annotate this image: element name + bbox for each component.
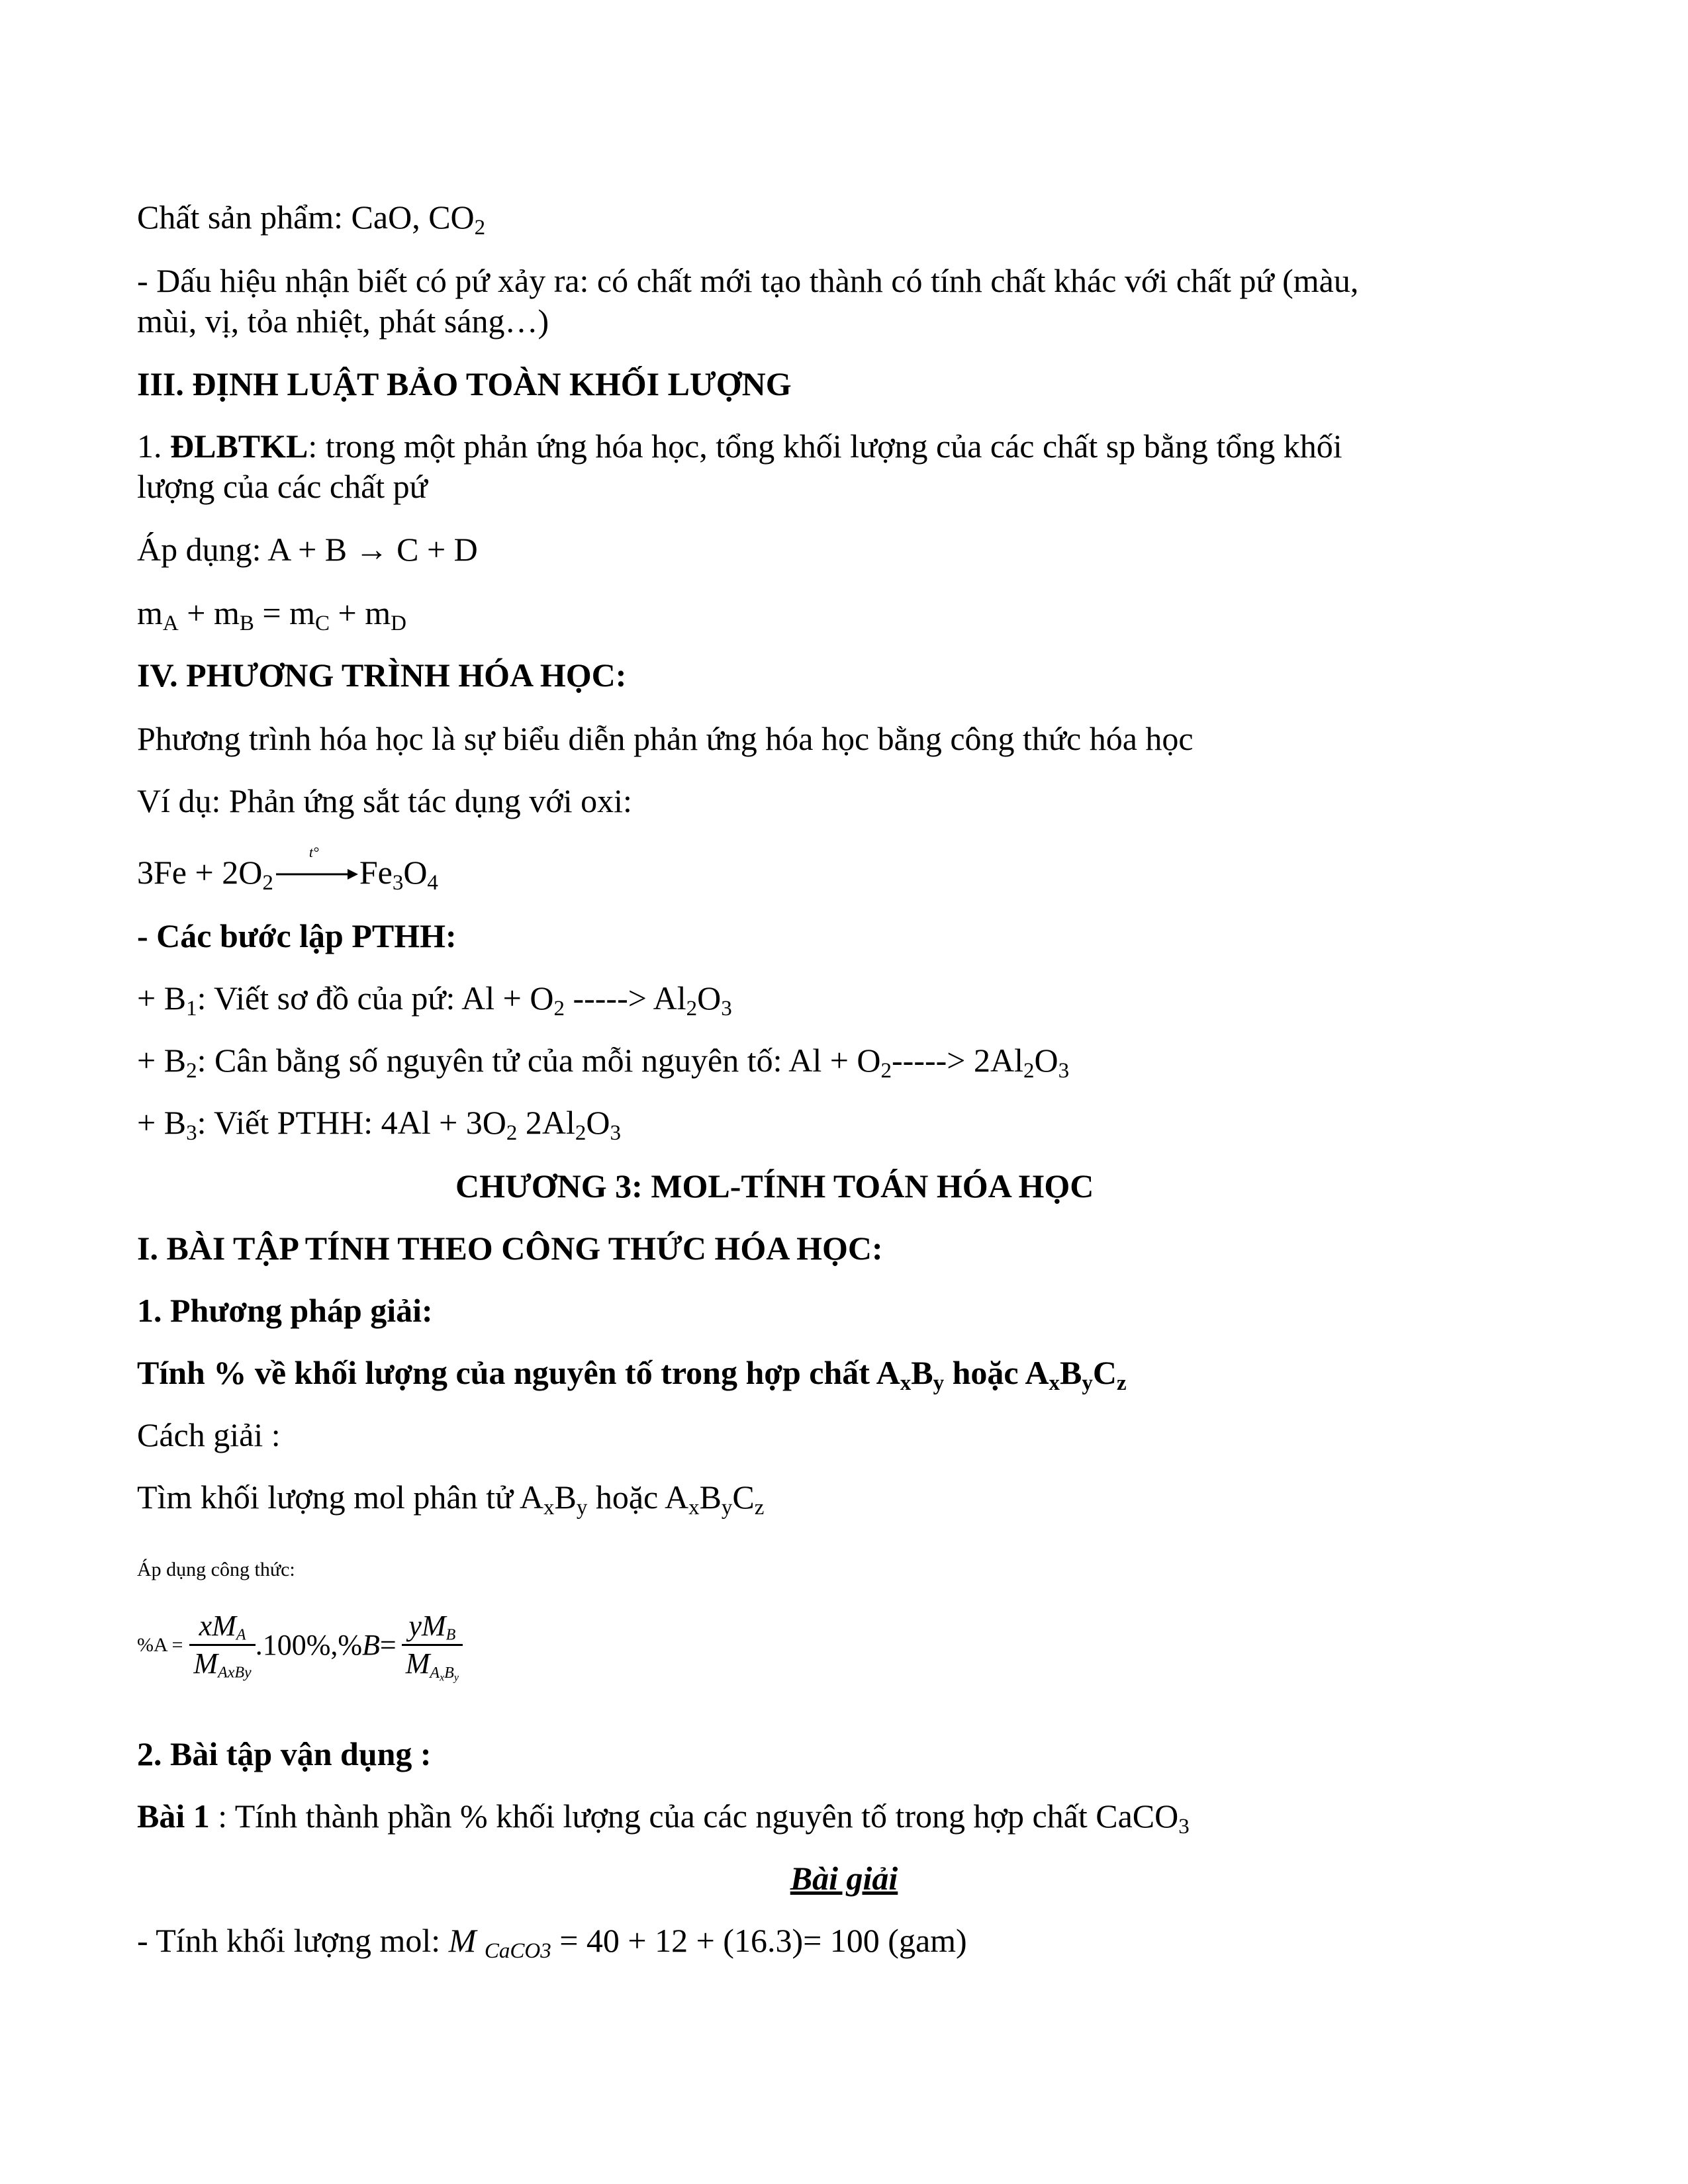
step-1 <box>137 978 732 1021</box>
exercise-1-label: Bài 1 <box>137 1797 210 1835</box>
find-x: x <box>543 1496 555 1520</box>
steps-title: - Các bước lập PTHH: <box>137 917 457 954</box>
fraction-b-den <box>402 1644 463 1682</box>
product-sub: 2 <box>474 216 486 240</box>
step-3-al2: 2 <box>575 1121 586 1146</box>
fe-reactants: 3Fe + 2O <box>137 854 263 891</box>
formula-mid: .100%,% <box>255 1628 363 1661</box>
calc-x: x <box>900 1371 912 1396</box>
step-3-text: : Viết PTHH: 4Al + 3O <box>197 1104 506 1141</box>
sign-line-2: mùi, vị, tỏa nhiệt, phát sáng…) <box>137 302 549 340</box>
solution-title: Bài giải <box>790 1860 898 1897</box>
calc-title-text: Tính % về khối lượng của nguyên tố trong hợp chất A <box>137 1354 900 1391</box>
product-line <box>137 197 486 240</box>
exercise-1-text: : Tính thành phần % khối lượng của các nguyên tố trong hợp chất CaCO <box>209 1797 1179 1835</box>
step-2-lead: + B <box>137 1042 187 1079</box>
step-1-o3: 3 <box>721 997 732 1021</box>
fraction-b-num <box>404 1608 459 1644</box>
den1: M <box>193 1647 218 1680</box>
num1: xM <box>199 1610 236 1642</box>
find-b2: B <box>699 1479 722 1516</box>
formula-eq: = <box>379 1628 397 1661</box>
mass-m-d: m <box>365 594 391 631</box>
law-number: 1. <box>137 428 162 465</box>
fe-product-o: O <box>403 854 428 891</box>
heat-arrow-icon <box>273 844 359 886</box>
step-2-o2: 2 <box>880 1059 892 1083</box>
step-3-o2: 2 <box>506 1121 518 1146</box>
apply-formula-label: Áp dụng công thức: <box>137 1559 295 1580</box>
step-3 <box>137 1103 622 1146</box>
step-1-rest: -----> Al <box>564 979 686 1017</box>
example-line: Ví dụ: Phản ứng sắt tác dụng với oxi: <box>137 782 632 819</box>
calc-c: C <box>1092 1354 1117 1391</box>
den2-sub <box>430 1664 459 1682</box>
step-3-num: 3 <box>186 1121 197 1146</box>
apply-line: Áp dụng: A + B → C + D <box>137 531 478 568</box>
step-1-num: 1 <box>186 997 197 1021</box>
chapter-3-title: CHƯƠNG 3: MOL-TÍNH TOÁN HÓA HỌC <box>455 1167 1094 1205</box>
exercise-1-sub: 3 <box>1178 1815 1190 1839</box>
formula-b: B <box>362 1628 380 1661</box>
mass-m-a: m <box>137 594 163 631</box>
den2-b: B <box>444 1664 454 1682</box>
find-y2: y <box>721 1496 733 1520</box>
section-3-title: III. ĐỊNH LUẬT BẢO TOÀN KHỐI LƯỢNG <box>137 365 792 402</box>
fe-product: Fe <box>359 854 393 891</box>
fe-sub-4: 4 <box>427 871 438 895</box>
step-2-num: 2 <box>186 1059 197 1083</box>
mass-sub-a: A <box>162 612 179 636</box>
fe-sub-3: 3 <box>392 871 404 895</box>
method-label: Cách giải : <box>137 1416 281 1453</box>
fraction-a <box>189 1608 255 1682</box>
find-z: z <box>754 1496 765 1520</box>
mass-sub-b: B <box>239 612 254 636</box>
calc-y2: y <box>1082 1371 1093 1396</box>
calc-x2: x <box>1049 1371 1060 1396</box>
molar-rest: = 40 + 12 + (16.3)= 100 (gam) <box>551 1922 967 1959</box>
method-title: 1. Phương pháp giải: <box>137 1292 433 1329</box>
law-line-2: lượng của các chất pứ <box>137 468 428 505</box>
mass-m-c: m <box>289 594 315 631</box>
mass-sub-d: D <box>391 612 406 636</box>
equation-definition: Phương trình hóa học là sự biểu diễn phản ứng hóa học bằng công thức hóa học <box>137 720 1194 757</box>
den1-sub: AxBy <box>218 1664 252 1682</box>
step-1-lead: + B <box>137 979 187 1017</box>
num1-sub: A <box>236 1626 246 1644</box>
section-4-title: IV. PHƯƠNG TRÌNH HÓA HỌC: <box>137 657 627 694</box>
step-1-o2: 2 <box>553 997 565 1021</box>
fraction-b <box>402 1608 463 1682</box>
step-3-rest: 2Al <box>517 1104 575 1141</box>
den2: M <box>405 1647 430 1680</box>
step-2-text: : Cân bằng số nguyên tử của mỗi nguyên tố: Al + O <box>197 1042 881 1079</box>
law-label: ĐLBTKL <box>170 428 308 465</box>
mass-sub-c: C <box>314 612 330 636</box>
law-text: : trong một phản ứng hóa học, tổng khối lượng của các chất sp bằng tổng khối <box>308 428 1342 465</box>
step-1-text: : Viết sơ đồ của pứ: Al + O <box>197 979 554 1017</box>
calc-title <box>137 1353 1127 1396</box>
calc-z: z <box>1116 1371 1127 1396</box>
molar-mass-line <box>137 1921 967 1964</box>
step-2-rest: -----> 2Al <box>892 1042 1023 1079</box>
exercise-1 <box>137 1796 1190 1839</box>
step-2-al2: 2 <box>1023 1059 1035 1083</box>
step-1-o: O <box>697 979 722 1017</box>
percent-formula <box>137 1608 463 1682</box>
find-b: B <box>554 1479 577 1516</box>
molar-lead: - Tính khối lượng mol: <box>137 1922 449 1959</box>
den2-a: A <box>430 1664 440 1682</box>
molar-m: M <box>448 1922 477 1959</box>
find-x2: x <box>688 1496 700 1520</box>
calc-y: y <box>933 1371 945 1396</box>
find-mass-text: Tìm khối lượng mol phân tử A <box>137 1479 543 1516</box>
find-c: C <box>732 1479 755 1516</box>
mass-m-b: m <box>213 594 240 631</box>
section-i-title: I. BÀI TẬP TÍNH THEO CÔNG THỨC HÓA HỌC: <box>137 1230 883 1267</box>
step-2-o: O <box>1034 1042 1058 1079</box>
num2-sub: B <box>445 1626 456 1644</box>
product-text: Chất sản phẩm: CaO, CO <box>137 199 475 236</box>
den2-x: x <box>440 1672 445 1684</box>
sign-line-1: - Dấu hiệu nhận biết có pứ xảy ra: có chất mới tạo thành có tính chất khác với chất pứ (màu, <box>137 262 1359 299</box>
step-2 <box>137 1040 1070 1083</box>
find-or: hoặc A <box>587 1479 689 1516</box>
fraction-a-den <box>189 1644 255 1682</box>
calc-b2: B <box>1059 1354 1082 1391</box>
iron-equation <box>137 844 438 895</box>
step-1-al2: 2 <box>686 997 698 1021</box>
calc-b: B <box>911 1354 933 1391</box>
den2-y: y <box>453 1672 459 1684</box>
fraction-a-num <box>195 1608 250 1644</box>
step-3-o: O <box>586 1104 610 1141</box>
arrow-condition: t° <box>308 844 319 860</box>
find-mass-line <box>137 1477 765 1520</box>
formula-pct-a: %A = <box>137 1633 183 1656</box>
law-line <box>137 426 1342 466</box>
mass-equation: $m_A + m_B = m_C + m_D$ <box>137 594 406 636</box>
step-3-o3: 3 <box>610 1121 622 1146</box>
find-y: y <box>576 1496 588 1520</box>
fe-o2-sub: 2 <box>262 871 273 895</box>
calc-or: hoặc A <box>944 1354 1049 1391</box>
molar-sub: CaCO3 <box>484 1939 551 1964</box>
step-3-lead: + B <box>137 1104 187 1141</box>
exercises-title: 2. Bài tập vận dụng : <box>137 1735 432 1772</box>
num2: yM <box>408 1610 446 1642</box>
step-2-o3: 3 <box>1058 1059 1070 1083</box>
